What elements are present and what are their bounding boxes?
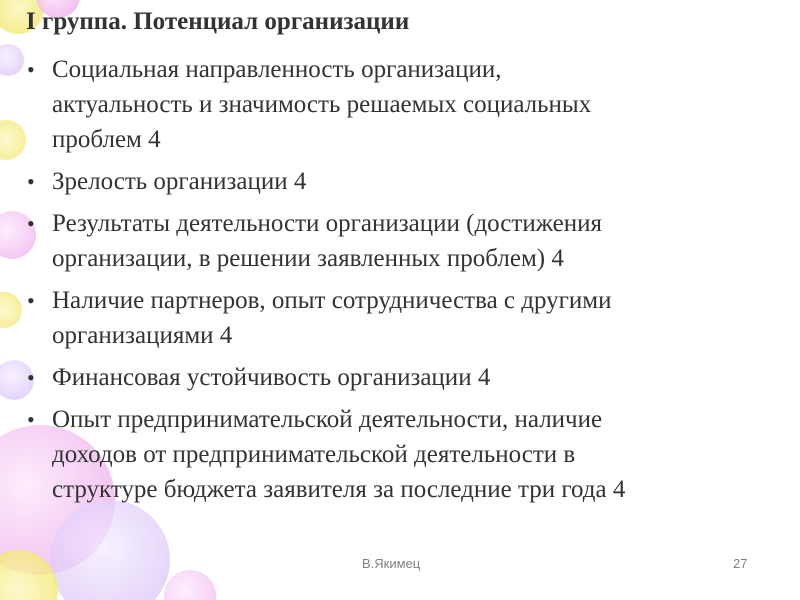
list-item-line: Финансовая устойчивость организации 4 [52,364,491,391]
list-item-line: структуре бюджета заявителя за последние три года 4 [52,476,626,503]
list-item [0,52,800,157]
page-number: 27 [733,556,748,571]
criteria-list [0,52,800,514]
bullet-icon: • [27,57,35,82]
list-item-line: Опыт предпринимательской деятельности, наличие [52,406,603,433]
list-item-line: организации, в решении заявленных проблем) 4 [52,245,564,272]
slide-heading: I группа. Потенциал организации [26,8,410,35]
list-item [0,402,800,507]
list-item-line: Наличие партнеров, опыт сотрудничества с другими [52,287,612,314]
list-item [0,164,800,199]
list-item-line: Зрелость организации 4 [52,168,307,195]
bullet-icon: • [27,169,35,194]
bullet-icon: • [27,211,35,236]
footer-author: В.Якимец [362,556,421,571]
bullet-icon: • [27,365,35,390]
bullet-icon: • [27,407,35,432]
list-item [0,360,800,395]
list-item [0,206,800,276]
list-item-line: доходов от предпринимательской деятельности в [52,441,576,468]
list-item-line: проблем 4 [52,126,161,153]
list-item-line: организациями 4 [52,322,233,349]
list-item-line: Результаты деятельности организации (достижения [52,210,602,237]
list-item-line: актуальность и значимость решаемых социальных [52,91,592,118]
list-item-line: Социальная направленность организации, [52,56,502,83]
list-item [0,283,800,353]
bullet-icon: • [27,288,35,313]
